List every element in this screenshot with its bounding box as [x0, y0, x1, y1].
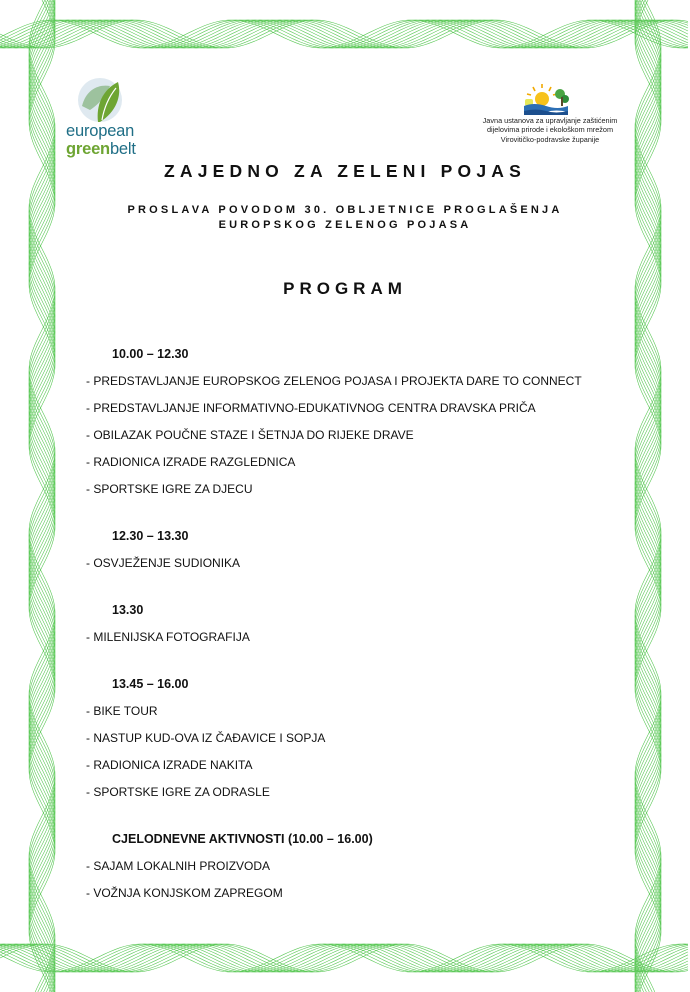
- schedule-item: - BIKE TOUR: [86, 703, 606, 730]
- schedule-time: 12.30 – 13.30: [112, 529, 189, 543]
- schedule-block: [86, 527, 606, 582]
- schedule-time: 13.30: [112, 603, 144, 617]
- schedule-item: - PREDSTAVLJANJE INFORMATIVNO-EDUKATIVNOG CENTRA DRAVSKA PRIČA: [86, 400, 606, 427]
- leaf-europe-icon: [76, 76, 124, 124]
- schedule-time: CJELODNEVNE AKTIVNOSTI (10.00 – 16.00): [112, 832, 373, 846]
- schedule-item: - SPORTSKE IGRE ZA ODRASLE: [86, 784, 606, 811]
- program-schedule: [86, 345, 606, 931]
- schedule-item: - NASTUP KUD-OVA IZ ČAĐAVICE I SOPJA: [86, 730, 606, 757]
- schedule-item: - RADIONICA IZRADE RAZGLEDNICA: [86, 454, 606, 481]
- logo-word-european: european: [66, 122, 135, 140]
- schedule-item: - SPORTSKE IGRE ZA DJECU: [86, 481, 606, 508]
- schedule-item: - PREDSTAVLJANJE EUROPSKOG ZELENOG POJASA I PROJEKTA DARE TO CONNECT: [86, 373, 606, 400]
- schedule-block: [86, 675, 606, 811]
- schedule-block: [86, 345, 606, 508]
- schedule-item: - RADIONICA IZRADE NAKITA: [86, 757, 606, 784]
- public-institution-logo: [470, 82, 630, 152]
- page-title: ZAJEDNO ZA ZELENI POJAS: [163, 161, 527, 181]
- schedule-block: [86, 830, 606, 912]
- schedule-block: [86, 601, 606, 656]
- schedule-item: - OBILAZAK POUČNE STAZE I ŠETNJA DO RIJEKE DRAVE: [86, 427, 606, 454]
- program-heading: PROGRAM: [283, 279, 407, 298]
- sun-tree-water-icon: [522, 82, 570, 116]
- schedule-time: 13.45 – 16.00: [112, 677, 189, 691]
- institution-name: Javna ustanova za upravljanje zaštićenim dijelovima prirode i ekološkom mrežom Virovitičko-podravske županije: [482, 116, 618, 144]
- schedule-item: - MILENIJSKA FOTOGRAFIJA: [86, 629, 606, 656]
- schedule-item: - SAJAM LOKALNIH PROIZVODA: [86, 858, 606, 885]
- subtitle: PROSLAVA POVODOM 30. OBLJETNICE PROGLAŠENJA EUROPSKOG ZELENOG POJASA: [127, 204, 563, 231]
- schedule-item: - VOŽNJA KONJSKOM ZAPREGOM: [86, 885, 606, 912]
- european-greenbelt-logo: [66, 76, 166, 156]
- schedule-time: 10.00 – 12.30: [112, 347, 189, 361]
- schedule-item: - OSVJEŽENJE SUDIONIKA: [86, 555, 606, 582]
- logo-word-greenbelt: greenbelt: [66, 140, 136, 158]
